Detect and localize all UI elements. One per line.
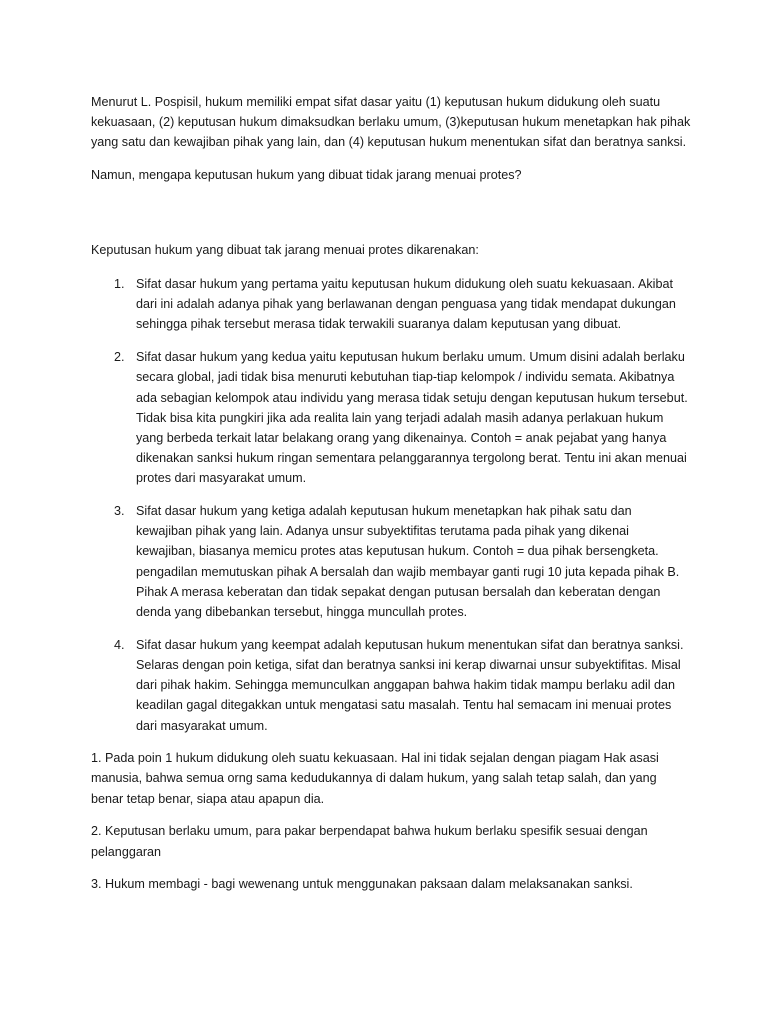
intro-paragraph: Menurut L. Pospisil, hukum memiliki empat sifat dasar yaitu (1) keputusan hukum didukung oleh suatu kekuasaan, (2) keputusan hukum dimaksudkan berlaku umum, (3)keputusan hukum menetapkan hak pihak yang satu dan kewajiban pihak yang lain, dan (4) keputusan hukum menentukan sifat dan beratnya sanksi. — [91, 95, 691, 150]
document-page — [91, 92, 691, 907]
list-number: 4. — [114, 637, 125, 652]
note-paragraph: 3. Hukum membagi - bagi wewenang untuk menggunakan paksaan dalam melaksanakan sanksi. — [91, 877, 633, 892]
question-paragraph: Namun, mengapa keputusan hukum yang dibuat tidak jarang menuai protes? — [91, 168, 522, 183]
list-item — [91, 274, 691, 335]
note-paragraph: 1. Pada poin 1 hukum didukung oleh suatu kekuasaan. Hal ini tidak sejalan dengan piagam Hak asasi manusia, bahwa semua orng sama kedudukannya di dalam hukum, yang salah tetap salah, dan yang benar tetap benar, siapa atau apapun dia. — [91, 751, 659, 806]
list-item-text: Sifat dasar hukum yang keempat adalah keputusan hukum menentukan sifat dan beratnya sanksi. Selaras dengan poin ketiga, sifat dan beratnya sanksi ini kerap diwarnai unsur subyektifitas. Misal dari pihak hakim. Sehingga memunculkan anggapan bahwa hakim tidak mampu berlaku adil dan keadilan gagal ditegakkan untuk mengatasi satu masalah. Tentu hal semacam ini menuai protes dari masyarakat umum. — [136, 637, 684, 733]
reasons-list — [91, 274, 691, 736]
list-item-text: Sifat dasar hukum yang kedua yaitu keputusan hukum berlaku umum. Umum disini adalah berlaku secara global, jadi tidak bisa menuruti kebutuhan tiap-tiap kelompok / individu semata. Akibatnya ada sebagian kelompok atau individu yang merasa tidak setuju dengan keputusan hukum tersebut. Tidak bisa kita pungkiri jika ada realita lain yang terjadi adalah masih adanya perlakuan hukum yang berbeda terkait latar belakang orang yang dikenainya. Contoh = anak pejabat yang hanya dikenakan sanksi hukum ringan sementara pelanggarannya tergolong berat. Tentu ini akan menuai protes dari masyarakat umum. — [136, 350, 688, 486]
list-item — [91, 347, 691, 488]
note-paragraph: 2. Keputusan berlaku umum, para pakar berpendapat bahwa hukum berlaku spesifik sesuai dengan pelanggaran — [91, 824, 648, 859]
list-item-text: Sifat dasar hukum yang ketiga adalah keputusan hukum menetapkan hak pihak satu dan kewajiban pihak yang lain. Adanya unsur subyektifitas terutama pada pihak yang dikenai kewajiban, biasanya memicu protes atas keputusan hukum. Contoh = dua pihak bersengketa. pengadilan memutuskan pihak A bersalah dan wajib membayar ganti rugi 10 juta kepada pihak B. Pihak A merasa keberatan dan tidak sepakat dengan putusan bersalah dan keberatan dengan denda yang dibebankan tersebut, hingga muncullah protes. — [136, 504, 680, 620]
list-number: 2. — [114, 350, 125, 365]
list-item-text: Sifat dasar hukum yang pertama yaitu keputusan hukum didukung oleh suatu kekuasaan. Akibat dari ini adalah adanya pihak yang berlawanan dengan penguasa yang tidak mendapat dukungan sehingga pihak tersebut merasa tidak terwakili suaranya dalam keputusan yang dibuat. — [136, 277, 676, 332]
blank-line — [91, 198, 691, 240]
list-number: 1. — [114, 277, 125, 292]
lead-paragraph: Keputusan hukum yang dibuat tak jarang menuai protes dikarenakan: — [91, 242, 479, 257]
list-number: 3. — [114, 504, 125, 519]
list-item — [91, 501, 691, 622]
list-item — [91, 635, 691, 736]
